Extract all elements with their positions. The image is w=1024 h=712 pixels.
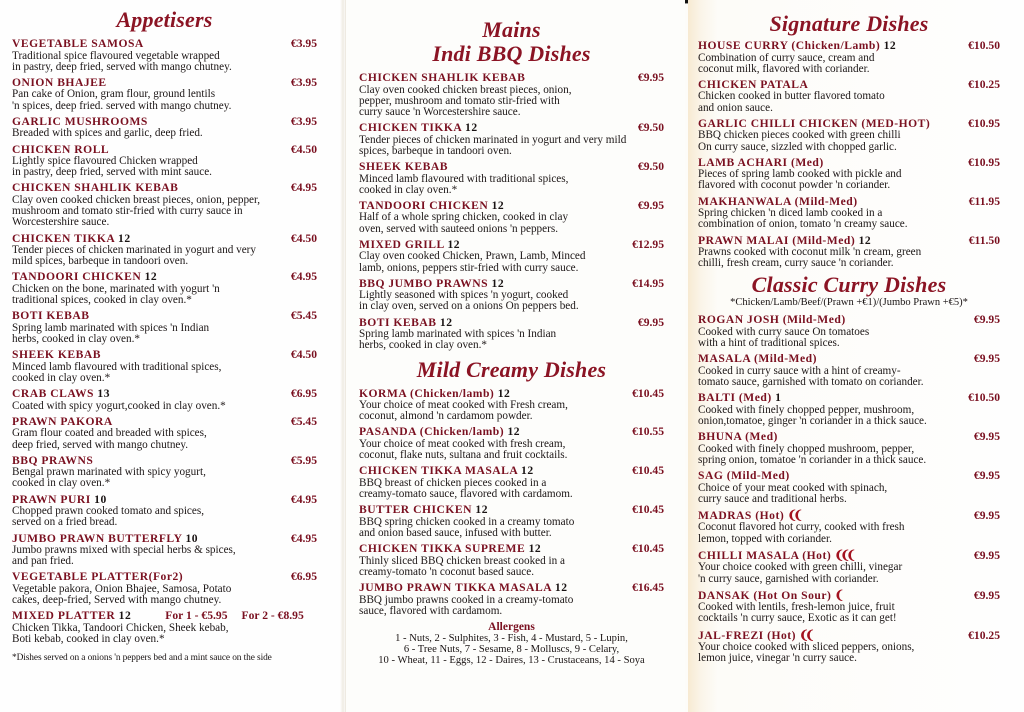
menu-item [359, 543, 664, 578]
item-name: CHICKEN PATALA [698, 77, 809, 91]
item-name: MADRAS (Hot) [698, 508, 785, 522]
creamy-title: Mild Creamy Dishes [416, 356, 607, 382]
item-price: €10.25 [968, 628, 1000, 642]
item-description-line: Clay oven cooked chicken breast pieces, onion, pepper, [12, 193, 261, 206]
item-description-line: BBQ spring chicken cooked in a creamy tomato [359, 515, 575, 528]
item-description-line: in pastry, deep fried, served with mint sauce. [12, 166, 212, 179]
allergens-title: Allergens [488, 620, 535, 633]
menu-item [698, 509, 1000, 545]
menu-item [698, 118, 1000, 153]
item-name: SHEEK KEBAB [12, 348, 101, 362]
item-description-line: Spring lamb marinated with spices 'n Indian [12, 321, 210, 334]
item-description-line: Chopped prawn cooked tomato and spices, [12, 505, 205, 518]
item-description-line: Minced lamb flavoured with traditional spices, [12, 360, 222, 373]
item-description-line: lemon, topped with coriander. [698, 532, 832, 545]
menu-item [12, 38, 317, 73]
item-description-line: cooked in clay oven.* [359, 183, 458, 196]
menu-item [359, 200, 664, 235]
item-description-line: BBQ jumbo prawns cooked in a creamy-tomato [359, 593, 574, 606]
appetisers-list [12, 38, 317, 606]
allergen-code: 12 [447, 237, 461, 251]
item-name: TANDOORI CHICKEN [12, 270, 142, 284]
appetisers-panel [0, 0, 340, 712]
menu-item [698, 79, 1000, 114]
item-description-line: tomato sauce, garnished with tomato on coriander. [698, 376, 924, 389]
item-name: CHICKEN TIKKA MASALA [359, 464, 518, 478]
item-description-line: Cooked with finely chopped mushroom, pepper, [698, 442, 915, 455]
item-name: GARLIC MUSHROOMS [12, 114, 148, 128]
item-price: €10.25 [968, 77, 1000, 91]
item-description-line: Breaded with spices and garlic, deep fried. [12, 127, 203, 140]
item-name: MIXED GRILL [359, 237, 445, 251]
item-price: €10.45 [632, 464, 664, 478]
classic-dishes-list [698, 314, 1000, 664]
item-description-line: On curry sauce, sizzled with chopped garlic. [698, 140, 897, 153]
appetisers-title: Appetisers [116, 7, 213, 32]
menu-item [698, 353, 1000, 388]
menu-item [359, 465, 664, 500]
item-description-line: cooked in clay oven.* [12, 477, 111, 490]
item-description-line: herbs, cooked in clay oven.* [12, 333, 140, 346]
allergen-code: 12 [554, 581, 568, 595]
item-description-line: Cooked with lentils, fresh-lemon juice, fruit [698, 601, 895, 614]
item-price: €9.95 [637, 198, 664, 212]
allergen-code: 12 [858, 233, 872, 247]
item-description-line: cakes, deep-fried, Served with mango chutney. [12, 594, 222, 607]
item-description-line: cooked in clay oven.* [12, 371, 111, 384]
bbq-dishes-list [359, 72, 664, 352]
menu-item [12, 144, 317, 179]
item-description-line: curry sauce 'n Worcestershire sauce. [359, 105, 521, 118]
item-description-line: traditional spices, cooked in clay oven.* [12, 294, 192, 307]
menu-item [12, 116, 317, 140]
item-name: JUMBO PRAWN BUTTERFLY [12, 531, 183, 545]
item-name: TANDOORI CHICKEN [359, 198, 489, 212]
allergen-code: 12 [521, 464, 534, 478]
item-description-line: 'n spices, deep fried. served with mango chutney. [12, 99, 232, 112]
classic-subtitle: *Chicken/Lamb/Beef/(Prawn +€1)/(Jumbo Prawn +€5)* [730, 297, 968, 309]
menu-item [698, 549, 1000, 585]
chili-pepper-icon: ❨❨ [787, 507, 800, 522]
appetisers-column [12, 8, 317, 664]
item-price: €4.95 [290, 270, 317, 284]
menu-item [12, 388, 317, 412]
item-description-line: Worcestershire sauce. [12, 216, 110, 229]
signature-title: Signature Dishes [769, 11, 929, 36]
item-description-line: Clay oven cooked chicken breast pieces, onion, [359, 83, 572, 96]
item-name: CHILLI MASALA (Hot) [698, 548, 832, 562]
item-description-line: herbs, cooked in clay oven.* [359, 339, 487, 352]
item-name: CHICKEN ROLL [12, 142, 110, 156]
item-price: €5.95 [290, 453, 317, 467]
item-description-line: Coated with spicy yogurt,cooked in clay oven.* [12, 399, 226, 412]
item-name: JUMBO PRAWN TIKKA MASALA [359, 581, 552, 595]
creamy-dishes-list [359, 388, 664, 617]
allergen-code: 12 [475, 503, 488, 517]
item-price: €10.95 [968, 116, 1000, 130]
item-name: GARLIC CHILLI CHICKEN (MED-HOT) [698, 116, 931, 130]
menu-item [359, 122, 664, 157]
item-name: ROGAN JOSH (Mild-Med) [698, 313, 846, 327]
item-price: €9.95 [973, 352, 1000, 366]
item-description-line: Your choice cooked with sliced peppers, onions, [698, 641, 915, 654]
chili-pepper-icon: ❨❨❨ [834, 547, 853, 562]
item-description-line: onion,tomatoe, ginger 'n coriander in a thick sauce. [698, 414, 927, 427]
allergen-code: 12 [491, 276, 505, 290]
item-description-line: Choice of your meat cooked with spinach, [698, 481, 888, 494]
menu-item [359, 278, 664, 313]
menu-item [359, 426, 664, 461]
menu-item [12, 533, 317, 568]
item-description-line: cocktails 'n curry sauce, Exotic as it can get! [698, 612, 897, 625]
menu-item [359, 504, 664, 539]
menu-item [12, 416, 317, 451]
item-description-line: Tender pieces of chicken marinated in yogurt and very [12, 244, 256, 257]
item-price: €9.50 [637, 121, 664, 135]
item-description-line: combination of onion, tomato 'n creamy sauce. [698, 218, 908, 231]
item-description-line: Pan cake of Onion, gram flour, ground lentils [12, 88, 216, 101]
item-description-line: Traditional spice flavoured vegetable wrapped [12, 49, 220, 62]
item-price: €4.95 [290, 492, 317, 506]
menu-item [359, 239, 664, 274]
item-name: BHUNA (Med) [698, 430, 778, 444]
item-name: CHICKEN TIKKA SUPREME [359, 542, 526, 556]
classic-title: Classic Curry Dishes [751, 272, 947, 298]
item-price: €9.95 [973, 588, 1000, 602]
item-description-line: lemon juice, vinegar 'n curry sauce. [698, 652, 857, 665]
item-price: €4.95 [290, 181, 317, 195]
item-description-line: in pastry, deep fried, served with mango chutney. [12, 60, 232, 73]
item-description-line: coconut, flake nuts, sultana and fruit cocktails. [359, 449, 568, 462]
item-price: €10.45 [632, 542, 664, 556]
item-description-line: coconut, almond 'n cardamom powder. [359, 410, 533, 423]
allergen-code: 12 [439, 315, 453, 329]
item-name: SAG (Mild-Med) [698, 469, 790, 483]
mains-panel [345, 0, 685, 712]
item-price: €10.50 [968, 39, 1000, 52]
menu-item [698, 431, 1000, 466]
item-price: €9.95 [637, 71, 664, 84]
item-name: PRAWN PAKORA [12, 414, 113, 428]
item-description-line: curry sauce and traditional herbs. [698, 492, 847, 505]
item-description-line: Half of a whole spring chicken, cooked in clay [359, 211, 569, 224]
allergen-code: 10 [185, 531, 199, 545]
item-name: CRAB CLAWS [12, 387, 94, 401]
menu-item [12, 455, 317, 490]
chili-pepper-icon: ❨❨ [799, 627, 812, 642]
item-description-line: Your choice of meat cooked with Fresh cream, [359, 399, 568, 412]
item-price: €4.50 [290, 142, 317, 156]
item-description-line: Your choice of meat cooked with fresh cream, [359, 437, 566, 450]
price-for-2: For 2 - €8.95 [241, 609, 304, 623]
item-price: €10.45 [632, 503, 664, 517]
item-description-line: Chicken Tikka, Tandoori Chicken, Sheek kebab, [12, 621, 229, 634]
allergen-code: 12 [118, 609, 132, 623]
mains-title: Mains [482, 17, 541, 42]
allergen-code: 12 [497, 386, 511, 400]
item-description-line: Bengal prawn marinated with spicy yogurt, [12, 466, 206, 479]
menu-item [12, 271, 317, 306]
item-price: €4.95 [290, 531, 317, 545]
menu-item [698, 196, 1000, 231]
item-price: €3.95 [290, 114, 317, 128]
mains-column [359, 18, 664, 666]
item-price: €5.45 [290, 414, 317, 428]
menu-item [698, 470, 1000, 505]
item-description-line: lamb, onions, peppers stir-fried with curry sauce. [359, 261, 579, 274]
menu-item [359, 317, 664, 352]
item-description-line: Your choice cooked with green chilli, vinegar [698, 561, 903, 574]
item-name: CHICKEN SHAHLIK KEBAB [359, 71, 526, 84]
item-description-line: Cooked with finely chopped pepper, mushroom, [698, 403, 915, 416]
item-price: €10.55 [632, 425, 664, 439]
item-description-line: Combination of curry sauce, cream and [698, 51, 875, 64]
item-name: BBQ PRAWNS [12, 453, 94, 467]
item-price: €9.95 [973, 508, 1000, 522]
item-name: MAKHANWALA (Mild-Med) [698, 194, 858, 208]
item-name: BBQ JUMBO PRAWNS [359, 276, 489, 290]
item-description-line: sauce, flavored with cardamom. [359, 604, 503, 617]
item-price: €16.45 [632, 581, 664, 595]
item-description-line: pepper, mushroom and tomato stir-fried with [359, 94, 560, 107]
item-description-line: Lightly seasoned with spices 'n yogurt, cooked [359, 289, 569, 302]
item-price: €9.95 [973, 430, 1000, 444]
bbq-title: Indi BBQ Dishes [432, 41, 591, 66]
curries-column [698, 12, 1000, 669]
menu-item [12, 571, 317, 606]
item-price: €9.95 [973, 548, 1000, 562]
item-description-line: Thinly sliced BBQ chicken breast cooked in a [359, 554, 565, 567]
item-name: MIXED PLATTER [12, 609, 116, 623]
item-description-line: Spring chicken 'n diced lamb cooked in a [698, 207, 883, 220]
item-price: €6.95 [290, 387, 317, 401]
item-price: €9.95 [973, 469, 1000, 483]
item-price: €5.45 [290, 309, 317, 323]
item-price: €10.45 [632, 386, 664, 400]
menu-item [698, 589, 1000, 625]
item-description-line: and pan fried. [12, 555, 74, 568]
item-description-line: chilli, fresh cream, curry sauce 'n coriander. [698, 257, 894, 270]
item-description-line: BBQ chicken pieces cooked with green chilli [698, 129, 901, 142]
item-description-line: deep fried, served with mango chutney. [12, 438, 189, 451]
allergen-code: 13 [97, 387, 110, 401]
allergens-line: 10 - Wheat, 11 - Eggs, 12 - Daires, 13 - Crustaceans, 14 - Soya [378, 654, 645, 666]
allergen-code: 12 [118, 231, 131, 245]
menu-item [698, 629, 1000, 665]
item-description-line: Gram flour coated and breaded with spices, [12, 427, 207, 440]
item-description-line: and onion based sauce, infused with butter. [359, 526, 552, 539]
menu-item [359, 388, 664, 423]
item-description-line: with a hint of traditional spices. [698, 337, 840, 350]
item-description-line: Clay oven cooked Chicken, Prawn, Lamb, Minced [359, 250, 586, 263]
allergen-code: 12 [507, 425, 521, 439]
item-name: CHICKEN SHAHLIK KEBAB [12, 181, 179, 195]
allergen-code: 12 [465, 121, 478, 135]
item-description-line: Tender pieces of chicken marinated in yogurt and very mild [359, 133, 627, 146]
item-description-line: Jumbo prawns mixed with special herbs & spices, [12, 544, 236, 557]
signature-dishes-list [698, 40, 1000, 269]
item-description-line: Cooked in curry sauce with a hint of creamy- [698, 364, 901, 377]
allergen-code: 12 [883, 39, 897, 52]
item-description-line: Lightly spice flavoured Chicken wrapped [12, 155, 198, 168]
item-price: €9.95 [637, 315, 664, 329]
item-description-line: Chicken on the bone, marinated with yogurt 'n [12, 282, 220, 295]
item-description-line: 'n curry sauce, garnished with coriander. [698, 572, 879, 585]
appetisers-footnote: *Dishes served on a onions 'n peppers bed and a mint sauce on the side [12, 653, 272, 664]
item-description-line: Coconut flavored hot curry, cooked with fresh [698, 521, 905, 534]
menu-item [359, 72, 664, 118]
item-price: €12.95 [632, 237, 664, 251]
item-description-line: spices, barbeque in tandoori oven. [359, 144, 512, 157]
item-description-line: in clay oven, served on a onions On peppers bed. [359, 300, 579, 313]
item-price: €11.50 [968, 233, 1000, 247]
item-price: €3.95 [290, 75, 317, 89]
item-description-line: coconut milk, flavored with coriander. [698, 62, 870, 75]
item-description-line: Pieces of spring lamb cooked with pickle and [698, 168, 902, 181]
item-name: PASANDA (Chicken/lamb) [359, 425, 505, 439]
menu-item [359, 582, 664, 617]
item-price: €4.50 [290, 231, 317, 245]
menu-item [12, 77, 317, 112]
menu-item [12, 349, 317, 384]
item-name: VEGETABLE PLATTER(For2) [12, 570, 184, 584]
item-name: CHICKEN TIKKA [12, 231, 115, 245]
menu-item [698, 392, 1000, 427]
menu-item [698, 40, 1000, 75]
item-price: €9.95 [973, 313, 1000, 327]
item-name: LAMB ACHARI (Med) [698, 155, 824, 169]
allergen-code: 12 [528, 542, 542, 556]
item-price: €3.95 [290, 37, 317, 50]
allergen-code: 10 [94, 492, 107, 506]
allergen-code: 12 [491, 198, 505, 212]
item-name: CHICKEN TIKKA [359, 121, 462, 135]
menu-item [12, 310, 317, 345]
item-price: €11.95 [968, 194, 1000, 208]
item-description-line: spring onion, tomatoe 'n coriander in a thick sauce. [698, 453, 927, 466]
item-name: BOTI KEBAB [359, 315, 437, 329]
item-price: €6.95 [290, 570, 317, 584]
item-name: KORMA (Chicken/lamb) [359, 386, 495, 400]
menu-item-mixed-platter [12, 610, 317, 645]
allergens-line: 6 - Tree Nuts, 7 - Sesame, 8 - Molluscs, 9 - Celary, [403, 643, 620, 655]
allergen-code: 12 [144, 270, 158, 284]
item-name: BOTI KEBAB [12, 309, 90, 323]
item-price: €10.50 [968, 391, 1000, 405]
item-description-line: Boti kebab, cooked in clay oven.* [12, 633, 165, 646]
item-name: PRAWN MALAI (Mild-Med) [698, 233, 856, 247]
item-price: €9.50 [637, 160, 664, 174]
item-price: €4.50 [290, 348, 317, 362]
item-description-line: Minced lamb flavoured with traditional spices, [359, 172, 569, 185]
item-name: PRAWN PURI [12, 492, 91, 506]
menu-item [12, 233, 317, 268]
menu-item [359, 161, 664, 196]
item-description-line: flavored with coconut powder 'n coriander. [698, 179, 891, 192]
item-description-line: mild spices, barbeque in tandoori oven. [12, 255, 189, 268]
item-description-line: Prawns cooked with coconut milk 'n cream, green [698, 246, 922, 259]
item-description-line: Vegetable pakora, Onion Bhajee, Samosa, Potato [12, 582, 232, 595]
item-name: ONION BHAJEE [12, 75, 107, 89]
menu-item [698, 157, 1000, 192]
item-price: €10.95 [968, 155, 1000, 169]
allergen-code: 1 [775, 391, 782, 405]
item-description-line: served on a fried bread. [12, 516, 118, 529]
item-description-line: BBQ breast of chicken pieces cooked in a [359, 476, 547, 489]
price-for-1: For 1 - €5.95 [165, 609, 228, 623]
item-description-line: Spring lamb marinated with spices 'n Indian [359, 328, 557, 341]
item-name: MASALA (Mild-Med) [698, 352, 817, 366]
curries-panel [688, 0, 1024, 712]
menu-item [12, 494, 317, 529]
item-name: SHEEK KEBAB [359, 160, 448, 174]
item-description-line: oven, served with sauteed onions 'n peppers. [359, 222, 558, 235]
item-description-line: Chicken cooked in butter flavored tomato [698, 90, 885, 103]
item-description-line: creamy-tomato sauce, flavored with cardamom. [359, 488, 573, 501]
menu-item [12, 182, 317, 228]
chili-pepper-icon: ❨ [834, 587, 841, 602]
item-description-line: Cooked with curry sauce On tomatoes [698, 325, 870, 338]
menu-item [698, 235, 1000, 270]
item-description-line: creamy-tomato 'n coconut based sauce. [359, 565, 535, 578]
item-name: BALTI (Med) [698, 391, 772, 405]
allergens-line: 1 - Nuts, 2 - Sulphites, 3 - Fish, 4 - Mustard, 5 - Lupin, [395, 632, 628, 644]
item-price: €14.95 [632, 276, 664, 290]
item-name: JAL-FREZI (Hot) [698, 628, 796, 642]
item-description-line: mushroom and tomato stir-fried with curry sauce in [12, 205, 243, 218]
item-name: HOUSE CURRY (Chicken/Lamb) [698, 39, 881, 52]
menu-item [698, 314, 1000, 349]
item-description-line: and onion sauce. [698, 101, 773, 114]
item-name: VEGETABLE SAMOSA [12, 37, 144, 50]
item-name: BUTTER CHICKEN [359, 503, 472, 517]
item-name: DANSAK (Hot On Sour) [698, 588, 832, 602]
